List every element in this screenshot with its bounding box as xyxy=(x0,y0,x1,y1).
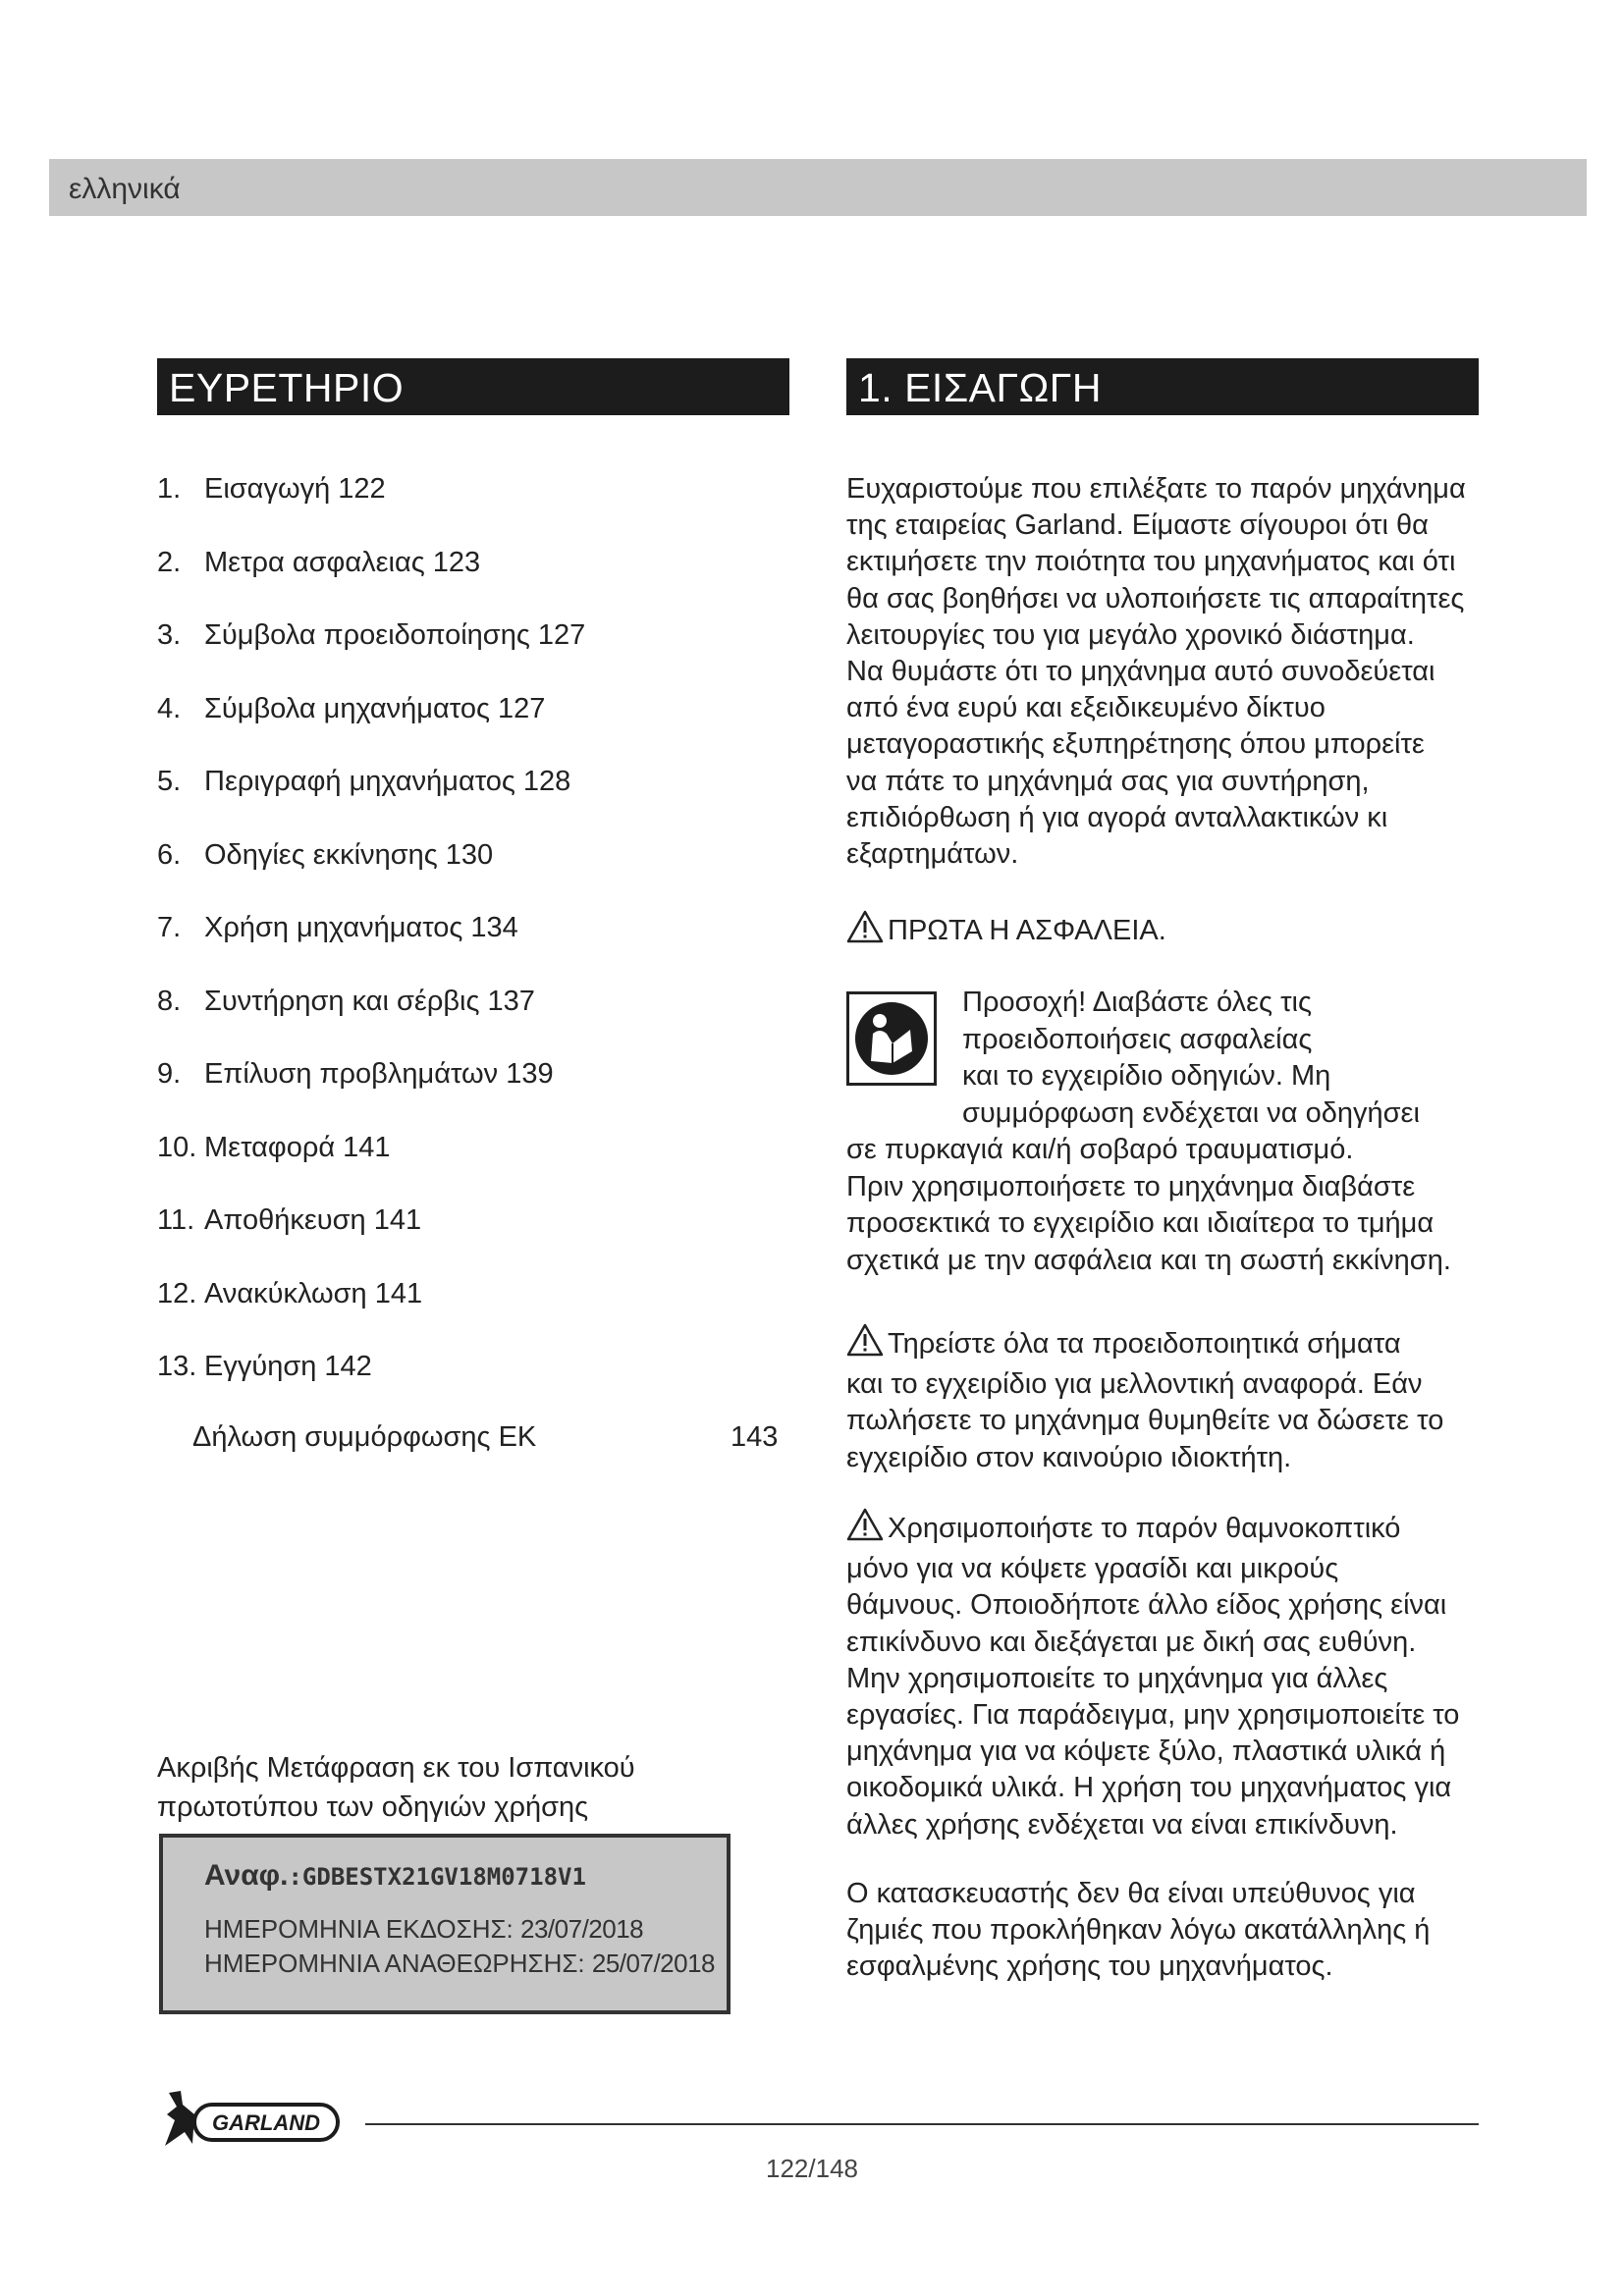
toc-item[interactable]: 5. Περιγραφή μηχανήματος 128 xyxy=(157,766,571,797)
brand-name: GARLAND xyxy=(212,2110,320,2135)
toc-item[interactable]: 4. Σύμβολα μηχανήματος 127 xyxy=(157,692,546,724)
warning-triangle-icon xyxy=(846,1508,884,1551)
toc-item-label: Εισαγωγή 122 xyxy=(204,473,386,505)
toc-item[interactable]: 12. Ανακύκλωση 141 xyxy=(157,1277,423,1309)
warning-triangle-icon xyxy=(846,910,884,953)
toc-item-label: Επίλυση προβλημάτων 139 xyxy=(204,1058,554,1090)
toc-item-label: Ανακύκλωση 141 xyxy=(204,1277,423,1309)
toc-item[interactable]: 9. Επίλυση προβλημάτων 139 xyxy=(157,1058,554,1090)
intended-use-paragraph: Χρησιμοποιήστε το παρόν θαμνοκοπτικό μόνο για να κόψετε γρασίδι και μικρούς θάμνους. Οποιοδήποτε άλλο είδος χρήσης είναι επικίνδυνο και διεξάγεται με δική σας ευθύνη. Μην χρησιμοποιείτε το μηχάνημα για άλλες εργασίες. Για παράδειγμα, μην χρησιμοποιείτε το μηχάνημα για να κόψετε ξύλο, πλαστικά υλικά ή οικοδομικά υλικά. Η χρήση του μηχανήματος για άλλες χρήσης ενδέχεται να είναι επικίνδυνη. xyxy=(846,1508,1494,1843)
toc-item[interactable]: 10. Μεταφορά 141 xyxy=(157,1131,391,1163)
toc-item-label: Αποθήκευση 141 xyxy=(204,1204,422,1236)
index-heading: ΕΥΡΕΤΗΡΙΟ xyxy=(157,358,789,415)
toc-item[interactable]: 13. Εγγύηση 142 xyxy=(157,1351,372,1382)
keep-manual-paragraph: Τηρείστε όλα τα προειδοποιητικά σήματα και το εγχειρίδιο για μελλοντική αναφορά. Εάν πωλήσετε το μηχάνημα θυμηθείτε να δώσετε το εγχειρίδιο στον καινούριο ιδιοκτήτη. xyxy=(846,1323,1494,1476)
intro-heading: 1. ΕΙΣΑΓΩΓΗ xyxy=(846,358,1479,415)
translation-note: Ακριβής Μετάφραση εκ του Ισπανικού πρωτοτύπου των οδηγιών χρήσης xyxy=(157,1752,635,1823)
toc-item-label: Χρήση μηχανήματος 134 xyxy=(204,912,518,943)
declaration-label: Δήλωση συμμόρφωσης ΕΚ xyxy=(192,1421,537,1453)
toc-item[interactable]: 7. Χρήση μηχανήματος 134 xyxy=(157,912,518,943)
revision-date-line: ΗΜΕΡΟΜΗΝΙΑ ΑΝΑΘΕΩΡΗΣΗΣ: 25/07/2018 xyxy=(204,1949,716,1978)
table-of-contents xyxy=(157,469,785,1420)
toc-item[interactable]: 1. Εισαγωγή 122 xyxy=(157,473,386,505)
toc-item-label: Μεταφορά 141 xyxy=(204,1131,391,1163)
footer-divider xyxy=(365,2123,1479,2125)
declaration-page: 143 xyxy=(731,1421,779,1453)
toc-item[interactable]: 3. Σύμβολα προειδοποίησης 127 xyxy=(157,619,586,651)
toc-item-label: Σύμβολα μηχανήματος 127 xyxy=(204,692,546,724)
toc-item-label: Συντήρηση και σέρβις 137 xyxy=(204,985,535,1017)
toc-item-label: Οδηγίες εκκίνησης 130 xyxy=(204,838,494,871)
toc-item-label: Μετρα ασφαλειας 123 xyxy=(204,546,481,578)
toc-item[interactable]: 11. Αποθήκευση 141 xyxy=(157,1204,422,1236)
language-bar xyxy=(49,159,1587,216)
safety-first-line: ΠΡΩΤΑ Η ΑΣΦΑΛΕΙΑ. xyxy=(846,910,1494,953)
garland-logo xyxy=(159,2085,346,2159)
caution-paragraph: Προσοχή! Διαβάστε όλες τις προειδοποιήσεις ασφαλείας και το εγχειρίδιο οδηγιών. Μη συμμόρφωση ενδέχεται να οδηγήσει σε πυρκαγιά και/ή σοβαρό τραυματισμό. Πριν χρησιμοποιήσετε το μηχάνημα διαβάστε προσεκτικά το εγχειρίδιο και ιδιαίτερα το τμήμα σχετικά με την ασφάλεια και τη σωστή εκκίνηση. xyxy=(846,987,1451,1276)
reference-code-line: Αναφ.:GDBESTX21GV18M0718V1 xyxy=(204,1859,586,1892)
intro-thanks-paragraph: Ευχαριστούμε που επιλέξατε το παρόν μηχάνημα της εταιρείας Garland. Είμαστε σίγουροι ότι θα εκτιμήσετε την ποιότητα του μηχανήματος και ότι θα σας βοηθήσει να υλοποιήσετε τις απαραίτητες λειτουργίες του για μεγάλο χρονικό διάστημα. Να θυμάστε ότι το μηχάνημα αυτό συνοδεύεται από ένα ευρύ και εξειδικευμένο δίκτυο μεταγοραστικής εξυπηρέτησης όπου μπορείτε να πάτε το μηχάνημά σας για συντήρηση, επιδιόρθωση ή για αγορά ανταλλακτικών κι εξαρτημάτων. xyxy=(846,473,1466,871)
warning-triangle-icon xyxy=(846,1323,884,1366)
toc-item[interactable]: 8. Συντήρηση και σέρβις 137 xyxy=(157,985,535,1017)
issue-date-line: ΗΜΕΡΟΜΗΝΙΑ ΕΚΔΟΣΗΣ: 23/07/2018 xyxy=(204,1914,644,1944)
toc-item-label: Σύμβολα προειδοποίησης 127 xyxy=(204,619,586,651)
page-number: 122/148 xyxy=(766,2154,858,2183)
toc-item-label: Περιγραφή μηχανήματος 128 xyxy=(204,766,571,797)
language-label: ελληνικά xyxy=(69,173,181,205)
toc-item[interactable]: 2. Μετρα ασφαλειας 123 xyxy=(157,546,481,578)
toc-item[interactable]: 6. Οδηγίες εκκίνησης 130 xyxy=(157,838,494,871)
manufacturer-liability-paragraph: Ο κατασκευαστής δεν θα είναι υπεύθυνος για ζημιές που προκλήθηκαν λόγω ακατάλληλης ή εσφαλμένης χρήσης του μηχανήματος. xyxy=(846,1878,1431,1983)
toc-declaration[interactable] xyxy=(192,1421,782,1454)
reference-box xyxy=(159,1834,731,2014)
toc-item-label: Εγγύηση 142 xyxy=(204,1351,372,1382)
